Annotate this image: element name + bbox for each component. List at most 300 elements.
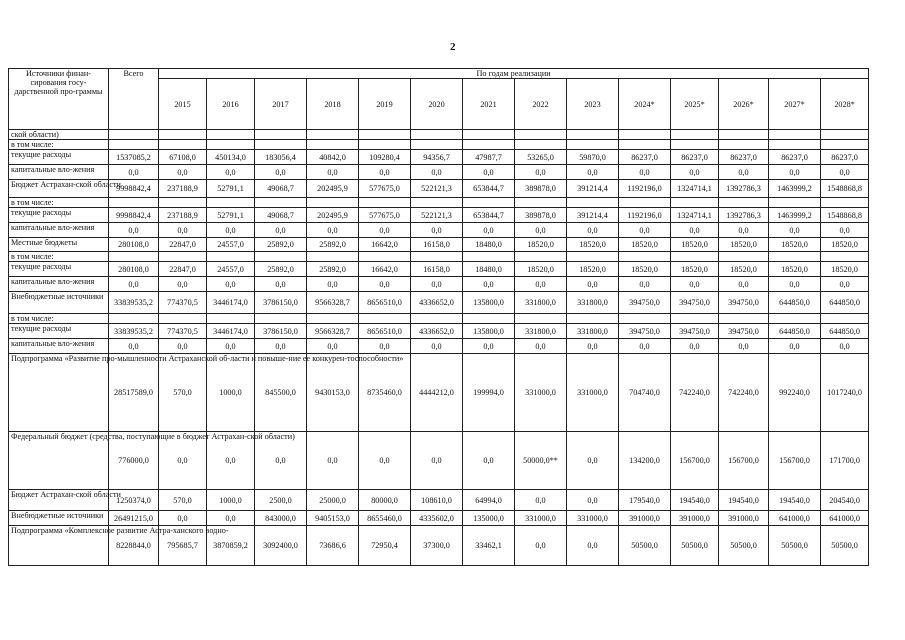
year-cell: 0,0: [719, 277, 769, 292]
year-cell: 644850,0: [769, 324, 821, 339]
year-cell: 18520,0: [515, 238, 567, 252]
year-cell: 0,0: [207, 511, 255, 526]
year-cell: [307, 198, 359, 208]
year-cell: 391214,4: [567, 208, 619, 223]
year-cell: 1192196,0: [619, 180, 671, 198]
year-cell: 389878,0: [515, 208, 567, 223]
year-cell: 641000,0: [769, 511, 821, 526]
row-label: Местные бюджеты: [9, 238, 109, 252]
year-cell: 1017240,0: [821, 354, 869, 432]
year-cell: 0,0: [463, 277, 515, 292]
row-label: текущие расходы: [9, 150, 109, 165]
years-group-header: По годам реализации: [159, 69, 869, 79]
year-cell: 0,0: [411, 277, 463, 292]
year-cell: 8656510,0: [359, 324, 411, 339]
year-cell: 50500,0: [821, 526, 869, 566]
year-cell: 1548868,8: [821, 180, 869, 198]
total-cell: 28517589,0: [109, 354, 159, 432]
total-cell: 1250374,0: [109, 490, 159, 511]
year-cell: 843000,0: [255, 511, 307, 526]
year-cell: 9430153,0: [307, 354, 359, 432]
year-cell: 179540,0: [619, 490, 671, 511]
year-cell: 0,0: [307, 223, 359, 238]
year-cell: 0,0: [821, 165, 869, 180]
table-row: [9, 354, 869, 432]
table-row: [9, 277, 869, 292]
year-cell: 18520,0: [821, 262, 869, 277]
year-cell: 394750,0: [671, 324, 719, 339]
year-cell: 0,0: [255, 165, 307, 180]
year-cell: 644850,0: [821, 292, 869, 314]
year-cell: 52791,1: [207, 180, 255, 198]
year-cell: 704740,0: [619, 354, 671, 432]
year-cell: 8656510,0: [359, 292, 411, 314]
year-cell: 394750,0: [619, 292, 671, 314]
year-cell: 199994,0: [463, 354, 515, 432]
year-cell: 156700,0: [719, 432, 769, 490]
year-cell: 331000,0: [515, 354, 567, 432]
year-cell: [515, 140, 567, 150]
year-cell: [307, 314, 359, 324]
row-label: в том числе:: [9, 314, 109, 324]
total-cell: 33839535,2: [109, 292, 159, 314]
year-cell: 18520,0: [769, 262, 821, 277]
row-label: Федеральный бюджет (средства, поступающие в бюджет Астрахан-ской области): [9, 432, 109, 490]
year-cell: 577675,0: [359, 180, 411, 198]
total-cell: [109, 252, 159, 262]
year-cell: [821, 130, 869, 140]
year-cell: 18520,0: [619, 238, 671, 252]
total-cell: 26491215,0: [109, 511, 159, 526]
year-cell: [463, 140, 515, 150]
row-label: в том числе:: [9, 252, 109, 262]
year-cell: 0,0: [515, 165, 567, 180]
funding-table: [8, 68, 869, 566]
year-cell: 134200,0: [619, 432, 671, 490]
year-cell: [821, 140, 869, 150]
year-cell: [207, 252, 255, 262]
year-cell: 389878,0: [515, 180, 567, 198]
year-cell: 25892,0: [307, 238, 359, 252]
year-cell: 237188,9: [159, 180, 207, 198]
year-cell: 24557,0: [207, 238, 255, 252]
year-cell: [159, 314, 207, 324]
table-row: [9, 526, 869, 566]
year-cell: 50500,0: [671, 526, 719, 566]
year-cell: 331800,0: [567, 292, 619, 314]
year-cell: 0,0: [159, 511, 207, 526]
row-label: Бюджет Астрахан-ской области: [9, 490, 109, 511]
year-cell: 0,0: [567, 165, 619, 180]
table-row: [9, 180, 869, 198]
year-cell: [515, 252, 567, 262]
year-cell: 0,0: [671, 277, 719, 292]
row-label: капитальные вло-жения: [9, 223, 109, 238]
year-cell: 2500,0: [255, 490, 307, 511]
year-cell: [207, 130, 255, 140]
year-cell: [619, 198, 671, 208]
year-cell: [463, 252, 515, 262]
year-cell: [769, 198, 821, 208]
year-cell: 16158,0: [411, 238, 463, 252]
year-cell: [159, 140, 207, 150]
row-label: капитальные вло-жения: [9, 165, 109, 180]
total-cell: 9998842,4: [109, 208, 159, 223]
year-cell: 394750,0: [671, 292, 719, 314]
year-cell: 16158,0: [411, 262, 463, 277]
table-row: [9, 292, 869, 314]
year-cell: [359, 252, 411, 262]
year-cell: 0,0: [255, 223, 307, 238]
year-cell: [515, 314, 567, 324]
year-header: 2027*: [769, 79, 821, 130]
year-cell: 0,0: [307, 277, 359, 292]
year-cell: 795685,7: [159, 526, 207, 566]
table-row: [9, 140, 869, 150]
year-cell: 135000,0: [463, 511, 515, 526]
year-cell: [255, 198, 307, 208]
year-cell: 0,0: [207, 165, 255, 180]
year-cell: 391000,0: [619, 511, 671, 526]
year-cell: [307, 130, 359, 140]
table-row: [9, 314, 869, 324]
year-cell: 86237,0: [619, 150, 671, 165]
year-cell: 0,0: [207, 223, 255, 238]
year-cell: 0,0: [159, 432, 207, 490]
year-cell: 394750,0: [719, 292, 769, 314]
year-cell: 0,0: [515, 490, 567, 511]
table-body: [9, 130, 869, 566]
year-cell: [307, 140, 359, 150]
year-cell: [719, 130, 769, 140]
year-cell: [307, 252, 359, 262]
row-label: текущие расходы: [9, 208, 109, 223]
year-cell: 0,0: [619, 223, 671, 238]
year-cell: 53265,0: [515, 150, 567, 165]
year-cell: 24557,0: [207, 262, 255, 277]
year-cell: 4335602,0: [411, 511, 463, 526]
table-row: [9, 262, 869, 277]
year-cell: 1548868,8: [821, 208, 869, 223]
year-cell: 204540,0: [821, 490, 869, 511]
year-cell: 8655460,0: [359, 511, 411, 526]
year-cell: 18480,0: [463, 238, 515, 252]
year-cell: [159, 130, 207, 140]
year-cell: 394750,0: [719, 324, 769, 339]
year-cell: 50500,0: [769, 526, 821, 566]
year-cell: 0,0: [359, 432, 411, 490]
total-cell: 0,0: [109, 223, 159, 238]
year-cell: 0,0: [567, 277, 619, 292]
year-cell: [463, 130, 515, 140]
year-cell: 0,0: [821, 223, 869, 238]
year-cell: 742240,0: [719, 354, 769, 432]
year-cell: 22847,0: [159, 262, 207, 277]
year-cell: 18480,0: [463, 262, 515, 277]
year-cell: 653844,7: [463, 208, 515, 223]
year-cell: 4336652,0: [411, 324, 463, 339]
year-cell: 0,0: [619, 277, 671, 292]
year-cell: [515, 130, 567, 140]
year-cell: [619, 314, 671, 324]
year-cell: [719, 198, 769, 208]
year-cell: 0,0: [769, 339, 821, 354]
row-label: ской области): [9, 130, 109, 140]
year-cell: [821, 252, 869, 262]
year-cell: [207, 140, 255, 150]
table-row: [9, 324, 869, 339]
year-cell: 0,0: [359, 223, 411, 238]
year-cell: 18520,0: [619, 262, 671, 277]
table-row: [9, 130, 869, 140]
year-cell: 1463999,2: [769, 180, 821, 198]
table-row: [9, 223, 869, 238]
year-cell: 0,0: [159, 165, 207, 180]
year-cell: 774370,5: [159, 324, 207, 339]
total-cell: 776000,0: [109, 432, 159, 490]
row-label: Внебюджетные источники: [9, 511, 109, 526]
year-header: 2020: [411, 79, 463, 130]
year-cell: [671, 130, 719, 140]
year-cell: 25892,0: [255, 238, 307, 252]
year-cell: 3870859,2: [207, 526, 255, 566]
year-cell: 0,0: [207, 339, 255, 354]
year-cell: 183056,4: [255, 150, 307, 165]
year-cell: [769, 252, 821, 262]
total-cell: 33839535,2: [109, 324, 159, 339]
total-cell: 0,0: [109, 165, 159, 180]
year-cell: 0,0: [515, 339, 567, 354]
year-cell: [411, 252, 463, 262]
year-cell: 0,0: [671, 339, 719, 354]
year-cell: 0,0: [307, 165, 359, 180]
year-cell: 9405153,0: [307, 511, 359, 526]
year-cell: 0,0: [307, 432, 359, 490]
year-cell: [719, 252, 769, 262]
year-cell: 86237,0: [769, 150, 821, 165]
year-cell: 171700,0: [821, 432, 869, 490]
year-cell: 3092400,0: [255, 526, 307, 566]
year-cell: 3786150,0: [255, 292, 307, 314]
year-header: 2023: [567, 79, 619, 130]
source-column-header: Источники финан-сирования госу-дарственной про-граммы: [9, 69, 109, 130]
year-cell: 3786150,0: [255, 324, 307, 339]
total-cell: 9998842,4: [109, 180, 159, 198]
year-cell: 331000,0: [567, 511, 619, 526]
year-cell: 331000,0: [515, 511, 567, 526]
year-cell: [255, 252, 307, 262]
year-cell: 0,0: [359, 165, 411, 180]
year-cell: [255, 130, 307, 140]
total-cell: [109, 198, 159, 208]
year-cell: 86237,0: [821, 150, 869, 165]
year-cell: 0,0: [307, 339, 359, 354]
year-cell: [255, 140, 307, 150]
year-cell: 50500,0: [619, 526, 671, 566]
row-label: капитальные вло-жения: [9, 277, 109, 292]
year-cell: 644850,0: [821, 324, 869, 339]
year-cell: 108610,0: [411, 490, 463, 511]
year-cell: [411, 314, 463, 324]
row-label: текущие расходы: [9, 262, 109, 277]
year-cell: 1324714,1: [671, 208, 719, 223]
year-cell: [719, 314, 769, 324]
year-cell: 0,0: [821, 277, 869, 292]
row-label: Подпрограмма «Комплексное развитие Астра-ханского водно-: [9, 526, 109, 566]
year-cell: 18520,0: [671, 262, 719, 277]
year-cell: 0,0: [463, 432, 515, 490]
year-cell: 18520,0: [719, 238, 769, 252]
year-cell: 522121,3: [411, 208, 463, 223]
table-row: [9, 490, 869, 511]
year-header: 2026*: [719, 79, 769, 130]
year-cell: [769, 140, 821, 150]
year-cell: 391000,0: [719, 511, 769, 526]
year-cell: [821, 198, 869, 208]
year-cell: 194540,0: [719, 490, 769, 511]
year-cell: 0,0: [359, 339, 411, 354]
year-cell: 4336652,0: [411, 292, 463, 314]
year-cell: 331800,0: [567, 324, 619, 339]
year-cell: 18520,0: [671, 238, 719, 252]
year-cell: [619, 252, 671, 262]
year-cell: [207, 198, 255, 208]
year-cell: [671, 198, 719, 208]
row-label: Бюджет Астрахан-ской области: [9, 180, 109, 198]
year-cell: 194540,0: [769, 490, 821, 511]
year-cell: 18520,0: [769, 238, 821, 252]
year-cell: 73686,6: [307, 526, 359, 566]
year-header: 2025*: [671, 79, 719, 130]
year-cell: 391214,4: [567, 180, 619, 198]
year-cell: 25892,0: [255, 262, 307, 277]
year-cell: 0,0: [821, 339, 869, 354]
row-label: текущие расходы: [9, 324, 109, 339]
year-cell: 156700,0: [769, 432, 821, 490]
year-cell: 0,0: [255, 432, 307, 490]
year-cell: 0,0: [255, 339, 307, 354]
year-cell: 0,0: [769, 223, 821, 238]
year-cell: 0,0: [769, 165, 821, 180]
year-cell: 1463999,2: [769, 208, 821, 223]
total-cell: 280108,0: [109, 238, 159, 252]
year-cell: 135800,0: [463, 292, 515, 314]
year-cell: 67108,0: [159, 150, 207, 165]
year-cell: 135800,0: [463, 324, 515, 339]
year-cell: 25000,0: [307, 490, 359, 511]
year-cell: 1392786,3: [719, 208, 769, 223]
year-cell: 202495,9: [307, 180, 359, 198]
year-cell: 331800,0: [515, 292, 567, 314]
year-cell: 394750,0: [619, 324, 671, 339]
year-cell: 22847,0: [159, 238, 207, 252]
year-cell: 0,0: [769, 277, 821, 292]
year-cell: 50500,0: [719, 526, 769, 566]
year-cell: 18520,0: [567, 238, 619, 252]
year-cell: 0,0: [719, 165, 769, 180]
year-header: 2015: [159, 79, 207, 130]
total-cell: 1537085,2: [109, 150, 159, 165]
year-cell: 331000,0: [567, 354, 619, 432]
year-cell: 237188,9: [159, 208, 207, 223]
year-header: 2024*: [619, 79, 671, 130]
year-cell: 331800,0: [515, 324, 567, 339]
total-cell: 280108,0: [109, 262, 159, 277]
year-cell: 992240,0: [769, 354, 821, 432]
row-label: Подпрограмма «Развитие про-мышленности Астраханской об-ласти и повыше-ние ее конкурен-тоспособности»: [9, 354, 109, 432]
year-cell: 0,0: [411, 165, 463, 180]
year-cell: 0,0: [255, 277, 307, 292]
year-cell: 80000,0: [359, 490, 411, 511]
year-cell: 522121,3: [411, 180, 463, 198]
year-cell: [671, 314, 719, 324]
year-cell: [255, 314, 307, 324]
year-cell: 1000,0: [207, 490, 255, 511]
year-cell: [359, 198, 411, 208]
year-cell: 0,0: [411, 339, 463, 354]
year-cell: 0,0: [159, 223, 207, 238]
year-cell: 0,0: [567, 223, 619, 238]
total-cell: 0,0: [109, 339, 159, 354]
year-cell: 0,0: [207, 432, 255, 490]
year-cell: 644850,0: [769, 292, 821, 314]
table-row: [9, 432, 869, 490]
year-cell: [411, 130, 463, 140]
year-header: 2016: [207, 79, 255, 130]
year-cell: [719, 140, 769, 150]
year-cell: 0,0: [359, 277, 411, 292]
year-cell: 25892,0: [307, 262, 359, 277]
year-cell: 845500,0: [255, 354, 307, 432]
year-cell: 0,0: [719, 339, 769, 354]
table-row: [9, 238, 869, 252]
year-cell: 49068,7: [255, 208, 307, 223]
year-cell: 3446174,0: [207, 324, 255, 339]
year-cell: 86237,0: [719, 150, 769, 165]
year-cell: 109280,4: [359, 150, 411, 165]
year-cell: 0,0: [159, 277, 207, 292]
year-cell: [411, 198, 463, 208]
year-cell: [463, 314, 515, 324]
year-cell: [671, 252, 719, 262]
year-cell: 774370,5: [159, 292, 207, 314]
year-cell: [159, 252, 207, 262]
year-cell: [359, 140, 411, 150]
year-cell: 0,0: [207, 277, 255, 292]
year-cell: 0,0: [619, 165, 671, 180]
table-row: [9, 252, 869, 262]
year-cell: 156700,0: [671, 432, 719, 490]
year-cell: 4444212,0: [411, 354, 463, 432]
year-cell: 202495,9: [307, 208, 359, 223]
year-cell: 86237,0: [671, 150, 719, 165]
year-cell: 0,0: [719, 223, 769, 238]
row-label: Внебюджетные источники: [9, 292, 109, 314]
year-cell: [515, 198, 567, 208]
year-cell: 8735460,0: [359, 354, 411, 432]
year-cell: 0,0: [463, 223, 515, 238]
year-cell: 0,0: [567, 526, 619, 566]
year-cell: 0,0: [567, 490, 619, 511]
year-cell: [821, 314, 869, 324]
year-cell: [359, 130, 411, 140]
year-cell: 9566328,7: [307, 292, 359, 314]
table-row: [9, 165, 869, 180]
year-cell: 40842,0: [307, 150, 359, 165]
year-cell: 0,0: [671, 223, 719, 238]
year-header: 2019: [359, 79, 411, 130]
year-cell: 59870,0: [567, 150, 619, 165]
